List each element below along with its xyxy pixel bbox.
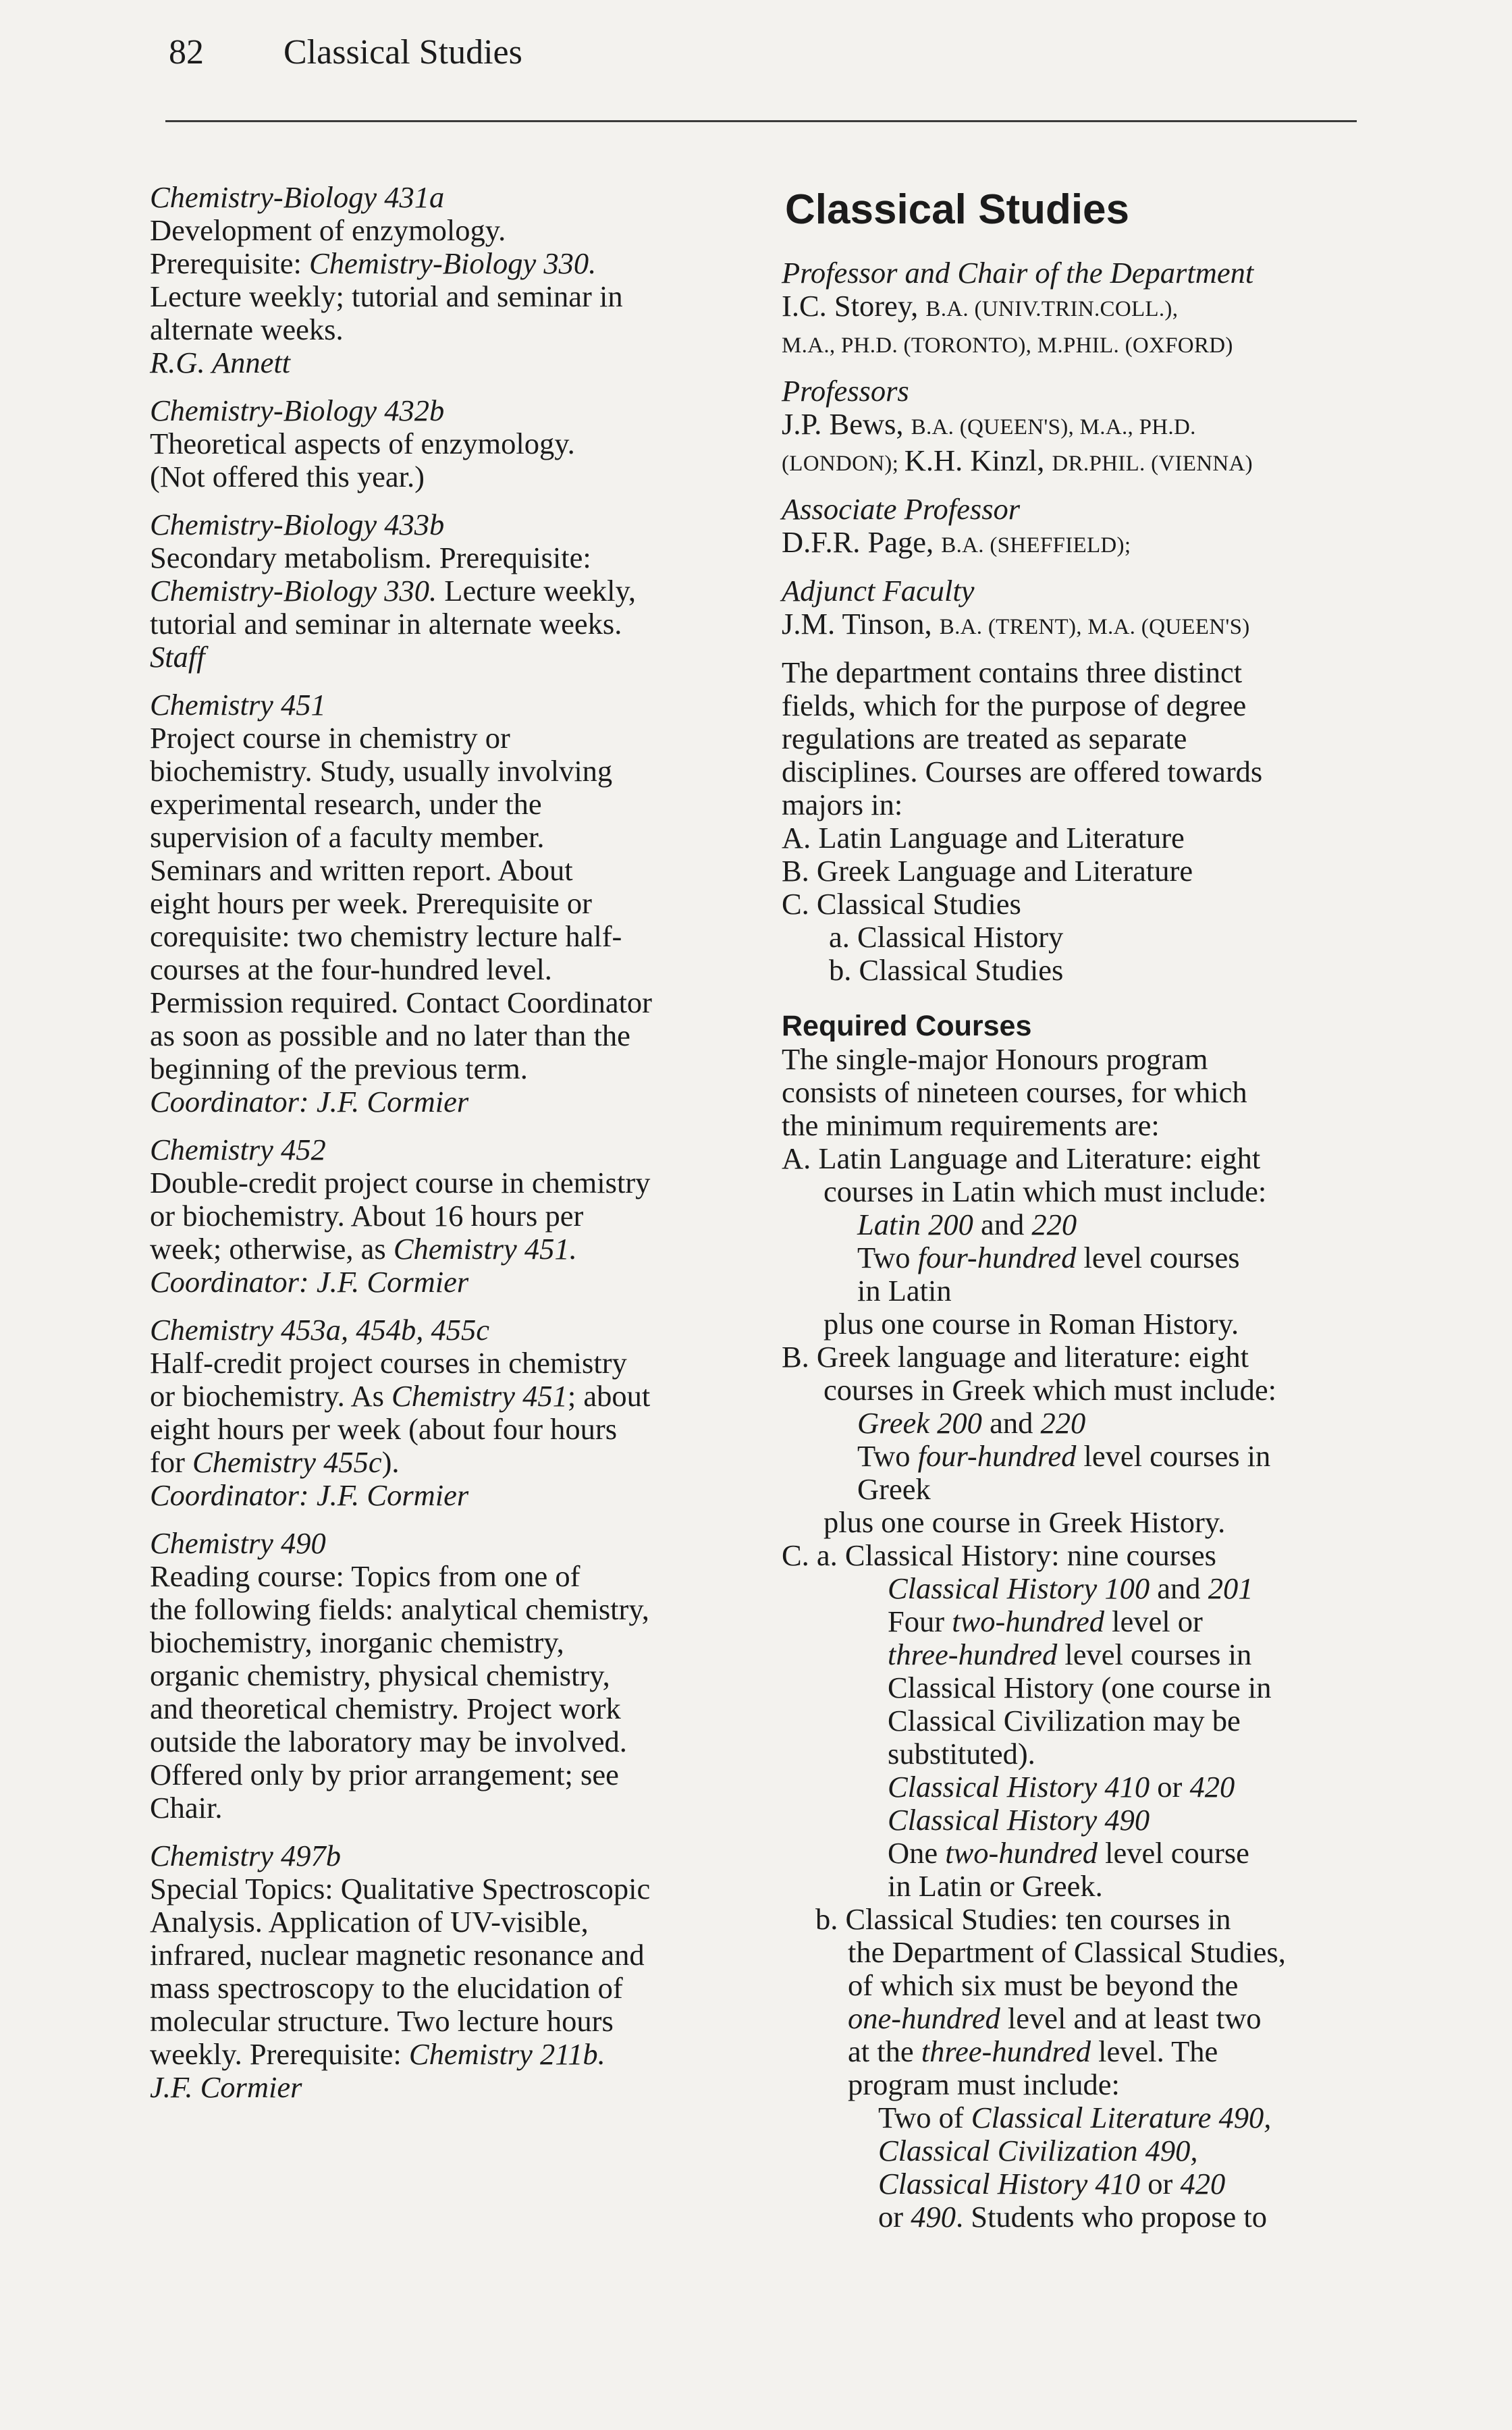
- course-title: Chemistry-Biology 431a: [150, 180, 445, 214]
- course-text-line: Prerequisite: Chemistry-Biology 330.: [150, 246, 597, 280]
- course-text-line: Coordinator: J.F. Cormier: [150, 1265, 469, 1299]
- requirement-line: C. a. Classical History: nine courses: [782, 1538, 1216, 1572]
- course-text-line: experimental research, under the: [150, 787, 542, 821]
- course-text-line: Theoretical aspects of enzymology.: [150, 427, 575, 460]
- faculty-member-line: M.A., PH.D. (TORONTO), M.PHIL. (OXFORD): [782, 333, 1233, 358]
- header-rule: [165, 120, 1357, 122]
- intro-line: disciplines. Courses are offered towards: [782, 755, 1263, 788]
- course-text-line: beginning of the previous term.: [150, 1052, 528, 1085]
- course-text-line: corequisite: two chemistry lecture half-: [150, 919, 622, 953]
- requirement-line: or 490. Students who propose to: [878, 2200, 1268, 2234]
- course-text-line: Coordinator: J.F. Cormier: [150, 1478, 469, 1512]
- faculty-group: [782, 493, 1355, 562]
- course-entry: [150, 688, 744, 1118]
- course-title: Chemistry 497b: [150, 1839, 342, 1872]
- faculty-role: Professors: [782, 374, 909, 408]
- course-title: Chemistry 451: [150, 688, 326, 722]
- course-entry: [150, 508, 744, 674]
- faculty-member-line: I.C. Storey, B.A. (UNIV.TRIN.COLL.),: [782, 289, 1179, 323]
- course-text-line: infrared, nuclear magnetic resonance and: [150, 1938, 645, 1972]
- course-text-line: and theoretical chemistry. Project work: [150, 1692, 621, 1725]
- course-text-line: Half-credit project courses in chemistry: [150, 1346, 627, 1380]
- faculty-member-line: D.F.R. Page, B.A. (SHEFFIELD);: [782, 525, 1131, 559]
- requirement-line: the Department of Classical Studies,: [848, 1935, 1286, 1969]
- requirement-line: plus one course in Roman History.: [824, 1307, 1239, 1341]
- course-text-line: mass spectroscopy to the elucidation of: [150, 1971, 623, 2005]
- course-entry: [150, 1839, 744, 2104]
- course-text-line: Chemistry-Biology 330. Lecture weekly,: [150, 574, 637, 608]
- course-text-line: eight hours per week (about four hours: [150, 1412, 618, 1446]
- intro-line: b. Classical Studies: [829, 953, 1064, 987]
- requirement-line: Two of Classical Literature 490,: [878, 2101, 1272, 2134]
- course-text-line: Reading course: Topics from one of: [150, 1559, 580, 1593]
- faculty-member-line: J.M. Tinson, B.A. (TRENT), M.A. (QUEEN'S): [782, 607, 1250, 641]
- faculty-member-line: (LONDON); K.H. Kinzl, DR.PHIL. (VIENNA): [782, 443, 1253, 477]
- course-title: Chemistry 452: [150, 1133, 326, 1166]
- requirement-line: One two-hundred level course: [888, 1836, 1249, 1870]
- course-title: Chemistry 453a, 454b, 455c: [150, 1313, 490, 1347]
- requirement-line: Classical History (one course in: [888, 1671, 1272, 1704]
- course-text-line: Coordinator: J.F. Cormier: [150, 1085, 469, 1118]
- department-intro: [782, 656, 1355, 987]
- intro-line: B. Greek Language and Literature: [782, 854, 1193, 888]
- requirement-line: Classical Civilization may be: [888, 1704, 1241, 1737]
- course-entry: [150, 1527, 744, 1825]
- course-text-line: outside the laboratory may be involved.: [150, 1725, 627, 1758]
- course-text-line: (Not offered this year.): [150, 460, 425, 493]
- course-text-line: Project course in chemistry or: [150, 721, 510, 755]
- requirement-line: Four two-hundred level or: [888, 1604, 1203, 1638]
- course-text-line: Double-credit project course in chemistry: [150, 1166, 651, 1199]
- course-title: Chemistry-Biology 433b: [150, 508, 445, 541]
- requirement-line: in Latin: [857, 1274, 952, 1307]
- course-text-line: J.F. Cormier: [150, 2070, 302, 2104]
- intro-line: C. Classical Studies: [782, 887, 1021, 921]
- requirement-line: consists of nineteen courses, for which: [782, 1075, 1247, 1109]
- requirement-line: in Latin or Greek.: [888, 1869, 1103, 1903]
- intro-line: majors in:: [782, 788, 903, 821]
- requirement-line: Classical History 100 and 201: [888, 1571, 1253, 1605]
- requirement-line: B. Greek language and literature: eight: [782, 1340, 1249, 1374]
- course-text-line: the following fields: analytical chemistry,: [150, 1592, 649, 1626]
- requirement-line: courses in Latin which must include:: [824, 1174, 1267, 1208]
- faculty-group: [782, 375, 1355, 481]
- course-entry: [150, 181, 744, 379]
- course-entry: [150, 394, 744, 493]
- intro-line: fields, which for the purpose of degree: [782, 688, 1247, 722]
- page-number: 82: [169, 33, 204, 72]
- course-text-line: molecular structure. Two lecture hours: [150, 2004, 614, 2038]
- requirement-line: program must include:: [848, 2068, 1120, 2101]
- faculty-role: Professor and Chair of the Department: [782, 256, 1254, 290]
- requirement-line: Latin 200 and 220: [857, 1208, 1077, 1241]
- left-column: [150, 181, 744, 2119]
- course-text-line: tutorial and seminar in alternate weeks.: [150, 607, 622, 641]
- intro-line: a. Classical History: [829, 920, 1064, 954]
- course-text-line: supervision of a faculty member.: [150, 820, 545, 854]
- requirement-line: substituted).: [888, 1737, 1035, 1771]
- course-text-line: organic chemistry, physical chemistry,: [150, 1658, 610, 1692]
- course-text-line: Staff: [150, 640, 205, 674]
- intro-line: The department contains three distinct: [782, 655, 1243, 689]
- course-text-line: weekly. Prerequisite: Chemistry 211b.: [150, 2037, 605, 2071]
- requirement-line: Classical Civilization 490,: [878, 2134, 1198, 2167]
- course-title: Chemistry-Biology 432b: [150, 394, 445, 427]
- requirement-line: A. Latin Language and Literature: eight: [782, 1141, 1261, 1175]
- running-title: Classical Studies: [284, 33, 522, 72]
- course-text-line: or biochemistry. About 16 hours per: [150, 1199, 584, 1233]
- right-column: [782, 181, 1355, 2234]
- requirement-line: Classical History 410 or 420: [878, 2167, 1226, 2200]
- faculty-role: Adjunct Faculty: [782, 574, 975, 608]
- requirement-line: of which six must be beyond the: [848, 1968, 1239, 2002]
- requirement-line: Greek 200 and 220: [857, 1406, 1086, 1440]
- requirement-line: three-hundred level courses in: [888, 1638, 1252, 1671]
- course-text-line: biochemistry. Study, usually involving: [150, 754, 613, 788]
- intro-line: regulations are treated as separate: [782, 722, 1187, 755]
- faculty-member-line: J.P. Bews, B.A. (QUEEN'S), M.A., PH.D.: [782, 407, 1196, 441]
- page-header: [169, 32, 522, 72]
- requirement-line: Classical History 410 or 420: [888, 1770, 1235, 1804]
- course-text-line: Lecture weekly; tutorial and seminar in: [150, 279, 623, 313]
- course-title: Chemistry 490: [150, 1526, 326, 1560]
- faculty-group: [782, 256, 1355, 362]
- course-text-line: or biochemistry. As Chemistry 451; about: [150, 1379, 651, 1413]
- course-text-line: eight hours per week. Prerequisite or: [150, 886, 592, 920]
- intro-line: A. Latin Language and Literature: [782, 821, 1185, 855]
- requirement-line: The single-major Honours program: [782, 1042, 1208, 1076]
- requirement-line: at the three-hundred level. The: [848, 2034, 1218, 2068]
- course-text-line: alternate weeks.: [150, 313, 344, 346]
- course-entry: [150, 1314, 744, 1512]
- course-text-line: Permission required. Contact Coordinator: [150, 986, 653, 1019]
- course-text-line: for Chemistry 455c).: [150, 1445, 400, 1479]
- course-text-line: Seminars and written report. About: [150, 853, 573, 887]
- course-text-line: biochemistry, inorganic chemistry,: [150, 1625, 564, 1659]
- course-text-line: as soon as possible and no later than the: [150, 1019, 630, 1052]
- course-text-line: courses at the four-hundred level.: [150, 952, 552, 986]
- course-text-line: R.G. Annett: [150, 346, 291, 379]
- faculty-group: [782, 574, 1355, 644]
- section-title: Classical Studies: [785, 186, 1130, 233]
- requirement-line: one-hundred level and at least two: [848, 2001, 1262, 2035]
- required-courses-heading: Required Courses: [782, 1010, 1032, 1042]
- course-text-line: week; otherwise, as Chemistry 451.: [150, 1232, 577, 1266]
- course-text-line: Special Topics: Qualitative Spectroscopic: [150, 1872, 651, 1906]
- faculty-role: Associate Professor: [782, 492, 1021, 526]
- course-text-line: Secondary metabolism. Prerequisite:: [150, 541, 591, 574]
- course-text-line: Chair.: [150, 1791, 223, 1825]
- requirement-line: courses in Greek which must include:: [824, 1373, 1277, 1407]
- faculty-list: [782, 256, 1355, 644]
- course-text-line: Offered only by prior arrangement; see: [150, 1758, 619, 1791]
- required-courses-text: [782, 1043, 1355, 2234]
- requirement-line: plus one course in Greek History.: [824, 1505, 1226, 1539]
- requirement-line: Greek: [857, 1472, 931, 1506]
- course-entry: [150, 1133, 744, 1299]
- requirement-line: the minimum requirements are:: [782, 1108, 1160, 1142]
- requirement-line: Two four-hundred level courses in: [857, 1439, 1271, 1473]
- requirement-line: Classical History 490: [888, 1803, 1150, 1837]
- course-text-line: Development of enzymology.: [150, 213, 506, 247]
- requirement-line: Two four-hundred level courses: [857, 1241, 1240, 1274]
- requirement-line: b. Classical Studies: ten courses in: [815, 1902, 1231, 1936]
- course-text-line: Analysis. Application of UV-visible,: [150, 1905, 589, 1939]
